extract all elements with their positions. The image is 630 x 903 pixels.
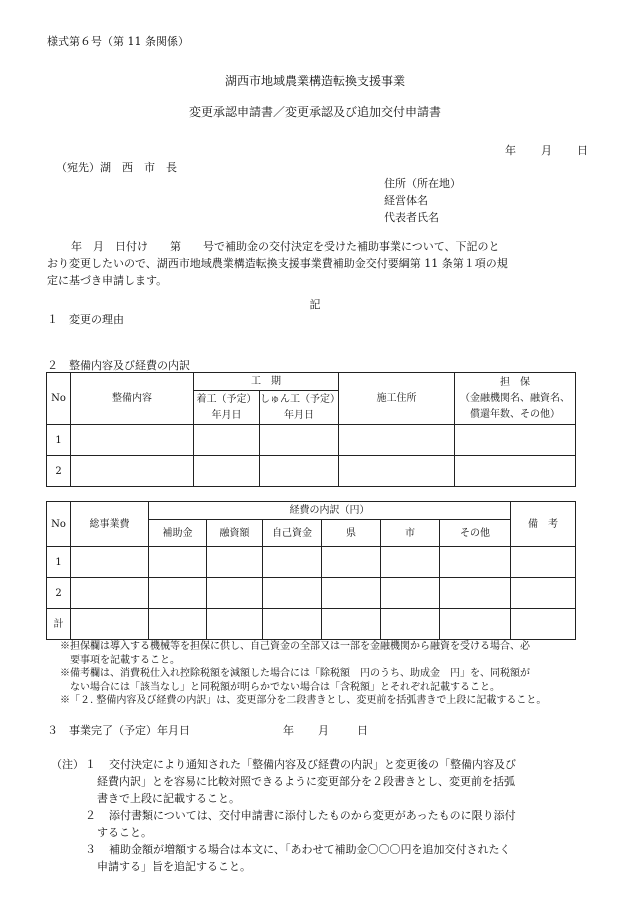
form-number: 様式第６号（第 11 条関係） <box>47 35 189 48</box>
footnote-1-number: １ <box>85 758 96 771</box>
table1-header-start-ymd: 年月日 <box>194 408 260 425</box>
table-row <box>47 456 576 487</box>
table2-col-city: 市 <box>381 520 440 547</box>
note-3: ※「２. 整備内容及び経費の内訳」は、変更部分を二段書きとし、変更前を括弧書きで上段に記載すること。 <box>60 695 547 706</box>
document-title-2: 変更承認申請書／変更承認及び追加交付申請書 <box>188 105 441 119</box>
table1-header-period: 工 期 <box>194 373 339 391</box>
table2-col-loan: 融資額 <box>207 520 263 547</box>
table2-header-total: 総事業費 <box>71 502 149 547</box>
date-year: 年 <box>505 144 516 157</box>
document-title-1: 湖西市地域農業構造転換支援事業 <box>224 74 405 88</box>
table2-header-remarks: 備 考 <box>511 502 576 547</box>
table1-row-number: 2 <box>47 456 71 487</box>
footnote-2-line-1: 添付書類については、交付申請書に添付したものから変更があったものに限り添付 <box>109 809 516 822</box>
table1-header-collateral <box>455 373 576 425</box>
collateral-sub-2: 償還年数、その他） <box>470 408 560 420</box>
footnote-label: （注） <box>51 758 84 771</box>
table2-row-total-label: 計 <box>47 609 71 640</box>
table-row <box>47 425 576 456</box>
table2-col-prefecture: 県 <box>322 520 381 547</box>
table2-header-breakdown: 経費の内訳（円） <box>149 502 511 520</box>
address-label: 住所（所在地） <box>384 177 461 190</box>
table1-header-no: No <box>47 373 71 425</box>
footnote-3-number: ３ <box>85 843 96 856</box>
ki-heading: 記 <box>309 298 321 311</box>
body-line-3: 定に基づき申請します。 <box>47 274 168 287</box>
cost-breakdown-table <box>46 501 576 640</box>
footnote-1-line-2: 経費内訳」とを容易に比較対照できるように変更部分を２段書きとし、変更前を括弧 <box>97 775 515 788</box>
body-line-2: おり変更したいので、湖西市地域農業構造転換支援事業費補助金交付要綱第 11 条第１項の規 <box>47 257 508 270</box>
table-row-total <box>47 609 576 640</box>
table1-header-content: 整備内容 <box>71 373 194 425</box>
business-name-label: 経営体名 <box>384 194 428 207</box>
collateral-sub-1: （金融機関名、融資名、 <box>460 392 570 404</box>
section3-heading: ３ 事業完了（予定）年月日 <box>47 724 190 737</box>
table1-row-number: 1 <box>47 425 71 456</box>
table2-col-own-funds: 自己資金 <box>263 520 322 547</box>
note-1: ※担保欄は導入する機械等を担保に供し、自己資金の全部又は一部を金融機関から融資を受ける場合、必 <box>60 641 530 652</box>
table-row <box>47 547 576 578</box>
addressee: （宛先）湖 西 市 長 <box>56 161 177 174</box>
table2-col-subsidy: 補助金 <box>149 520 207 547</box>
footnote-3-line-2: 申請する」旨を追記すること。 <box>97 860 251 873</box>
table1-header-end-ymd: 年月日 <box>260 408 339 425</box>
note-2: ※備考欄は、消費税仕入れ控除税額を減額した場合には「除税額 円のうち、助成金 円」を、同税額が <box>60 668 530 679</box>
completion-year: 年 <box>283 724 294 737</box>
table2-col-other: その他 <box>440 520 511 547</box>
footnote-2-number: ２ <box>85 809 96 822</box>
date-month: 月 <box>541 144 552 157</box>
footnote-1-line-3: 書きで上段に記載すること。 <box>97 792 240 805</box>
section2-heading: ２ 整備内容及び経費の内訳 <box>47 359 190 372</box>
representative-label: 代表者氏名 <box>384 211 439 224</box>
table1-header-end: しゅん工（予定） <box>260 391 339 408</box>
table2-header-no: No <box>47 502 71 547</box>
completion-day: 日 <box>357 724 368 737</box>
work-content-table <box>46 372 576 487</box>
table-row <box>47 578 576 609</box>
collateral-title: 担 保 <box>500 376 530 388</box>
footnote-3-line-1: 補助金額が増額する場合は本文に、「あわせて補助金〇〇〇円を追加交付されたく <box>109 843 511 856</box>
section1-heading: １ 変更の理由 <box>47 313 124 326</box>
note-2-cont: ない場合には「該当なし」と同税額が明らかでない場合は「含税額」とそれぞれ記載すること。 <box>60 682 500 693</box>
table1-header-start: 着工（予定） <box>194 391 260 408</box>
completion-month: 月 <box>318 724 329 737</box>
table2-row-number: 1 <box>47 547 71 578</box>
footnote-1-line-1: 交付決定により通知された「整備内容及び経費の内訳」と変更後の「整備内容及び <box>109 758 516 771</box>
date-day: 日 <box>577 144 588 157</box>
footnote-2-line-2: すること。 <box>97 826 152 839</box>
body-line-1: 年 月 日付け 第 号で補助金の交付決定を受けた補助事業について、下記のと <box>60 240 500 253</box>
table2-row-number: 2 <box>47 578 71 609</box>
note-1-cont: 要事項を記載すること。 <box>60 655 180 666</box>
table1-header-place: 施工住所 <box>339 373 455 425</box>
